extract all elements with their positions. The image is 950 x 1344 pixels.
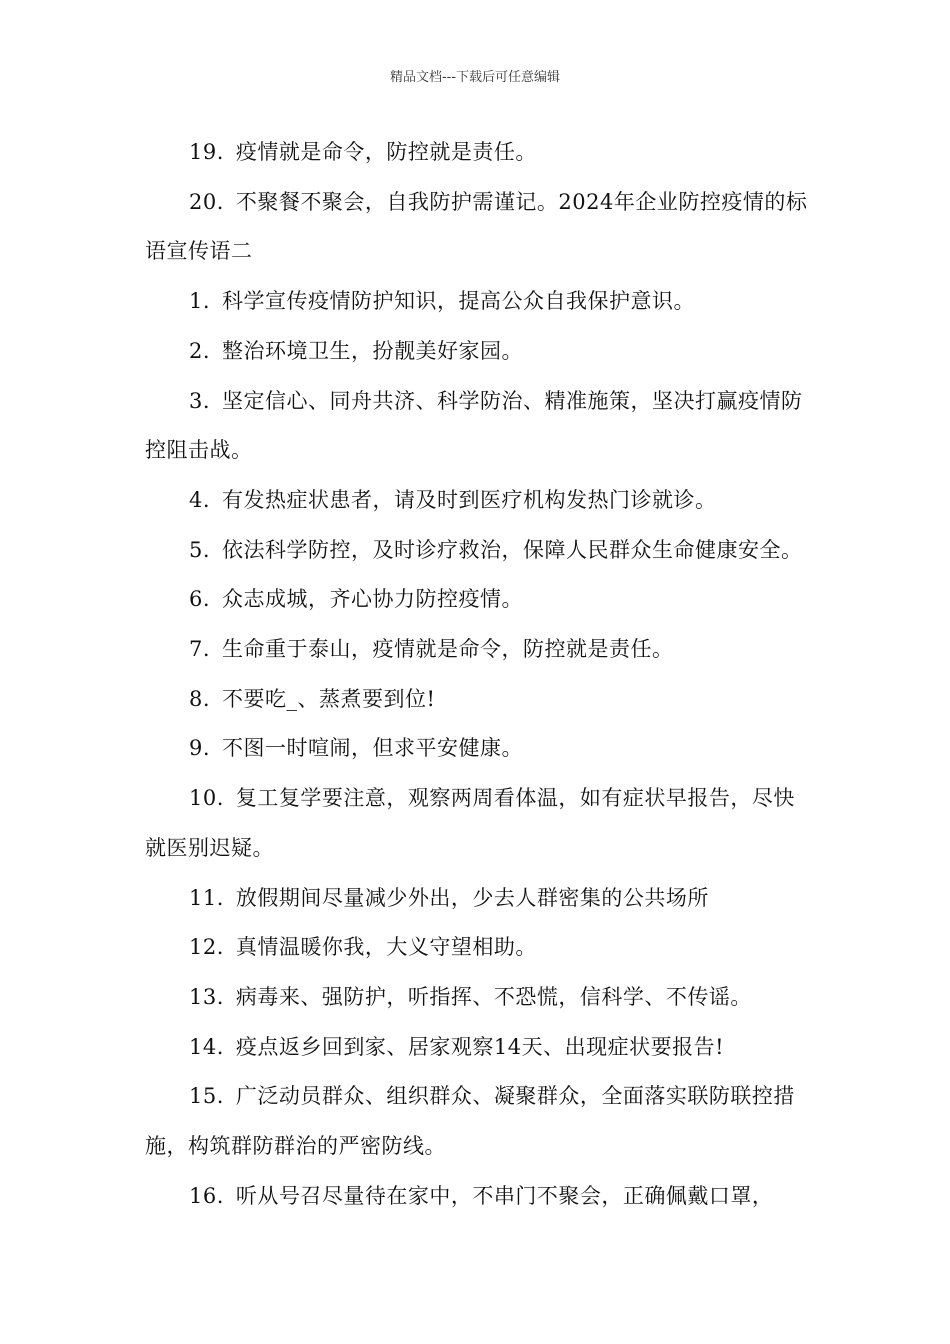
list-item	[145, 625, 815, 675]
item-text: 放假期间尽量减少外出，少去人群密集的公共场所	[235, 885, 709, 910]
item-number: 6.	[189, 587, 211, 612]
item-text: 科学宣传疫情防护知识，提高公众自我保护意识。	[222, 289, 696, 314]
item-number: 7.	[189, 637, 211, 662]
list-item	[145, 675, 815, 725]
item-text: 疫情就是命令，防控就是责任。	[235, 140, 537, 164]
item-text: 广泛动员群众、组织群众、凝聚群众，全面落实联防联控措施，构筑群防群治的严密防线。	[145, 1084, 795, 1159]
item-text: 坚定信心、同舟共济、科学防治、精准施策，坚决打赢疫情防控阻击战。	[145, 388, 803, 463]
list-item	[145, 1023, 815, 1073]
list-item	[145, 1072, 815, 1171]
list-item	[145, 973, 815, 1023]
list-item	[145, 874, 815, 924]
list-item	[145, 327, 815, 377]
item-number: 15.	[189, 1084, 224, 1109]
item-text: 生命重于泰山，疫情就是命令，防控就是责任。	[222, 637, 674, 662]
list-item	[145, 1172, 815, 1222]
list-item	[145, 277, 815, 327]
list-item	[145, 178, 815, 277]
list-item	[145, 476, 815, 526]
item-text: 整治环境卫生，扮靓美好家园。	[222, 338, 524, 363]
document-body	[145, 128, 815, 1221]
item-text: 不聚餐不聚会，自我防护需谨记。2024年企业防控疫情的标语宣传语二	[145, 189, 808, 264]
item-number: 16.	[189, 1183, 224, 1208]
list-item	[145, 774, 815, 873]
item-number: 14.	[189, 1034, 224, 1059]
item-text: 复工复学要注意，观察两周看体温，如有症状早报告，尽快就医别迟疑。	[145, 786, 795, 860]
item-number: 9.	[189, 736, 211, 761]
item-text: 真情温暖你我，大义守望相助。	[235, 935, 537, 960]
item-text: 有发热症状患者，请及时到医疗机构发热门诊就诊。	[222, 487, 717, 512]
item-text: 疫点返乡回到家、居家观察14天、出现症状要报告!	[235, 1034, 725, 1059]
list-item	[145, 724, 815, 774]
item-number: 12.	[189, 935, 224, 960]
item-number: 19.	[189, 140, 224, 164]
item-text: 病毒来、强防护，听指挥、不恐慌，信科学、不传谣。	[235, 984, 752, 1009]
item-text: 不图一时喧闹，但求平安健康。	[222, 736, 524, 761]
item-text: 众志成城，齐心协力防控疫情。	[222, 587, 524, 612]
item-number: 5.	[189, 537, 211, 562]
item-text: 听从号召尽量待在家中，不串门不聚会，正确佩戴口罩，	[235, 1183, 774, 1208]
item-number: 11.	[189, 885, 224, 910]
list-item	[145, 526, 815, 576]
item-number: 1.	[189, 289, 211, 314]
list-item	[145, 377, 815, 476]
item-number: 20.	[189, 189, 224, 214]
item-text: 不要吃_、蒸煮要到位!	[222, 686, 436, 711]
item-text: 依法科学防控，及时诊疗救治，保障人民群众生命健康安全。	[222, 537, 803, 562]
list-item	[145, 923, 815, 973]
item-number: 2.	[189, 338, 211, 363]
list-item	[145, 128, 815, 178]
item-number: 4.	[189, 487, 211, 512]
list-item	[145, 575, 815, 625]
item-number: 10.	[189, 786, 224, 811]
page-header: 精品文档---下载后可任意编辑	[389, 70, 561, 85]
item-number: 8.	[189, 686, 211, 711]
item-number: 3.	[189, 388, 211, 413]
item-number: 13.	[189, 984, 224, 1009]
